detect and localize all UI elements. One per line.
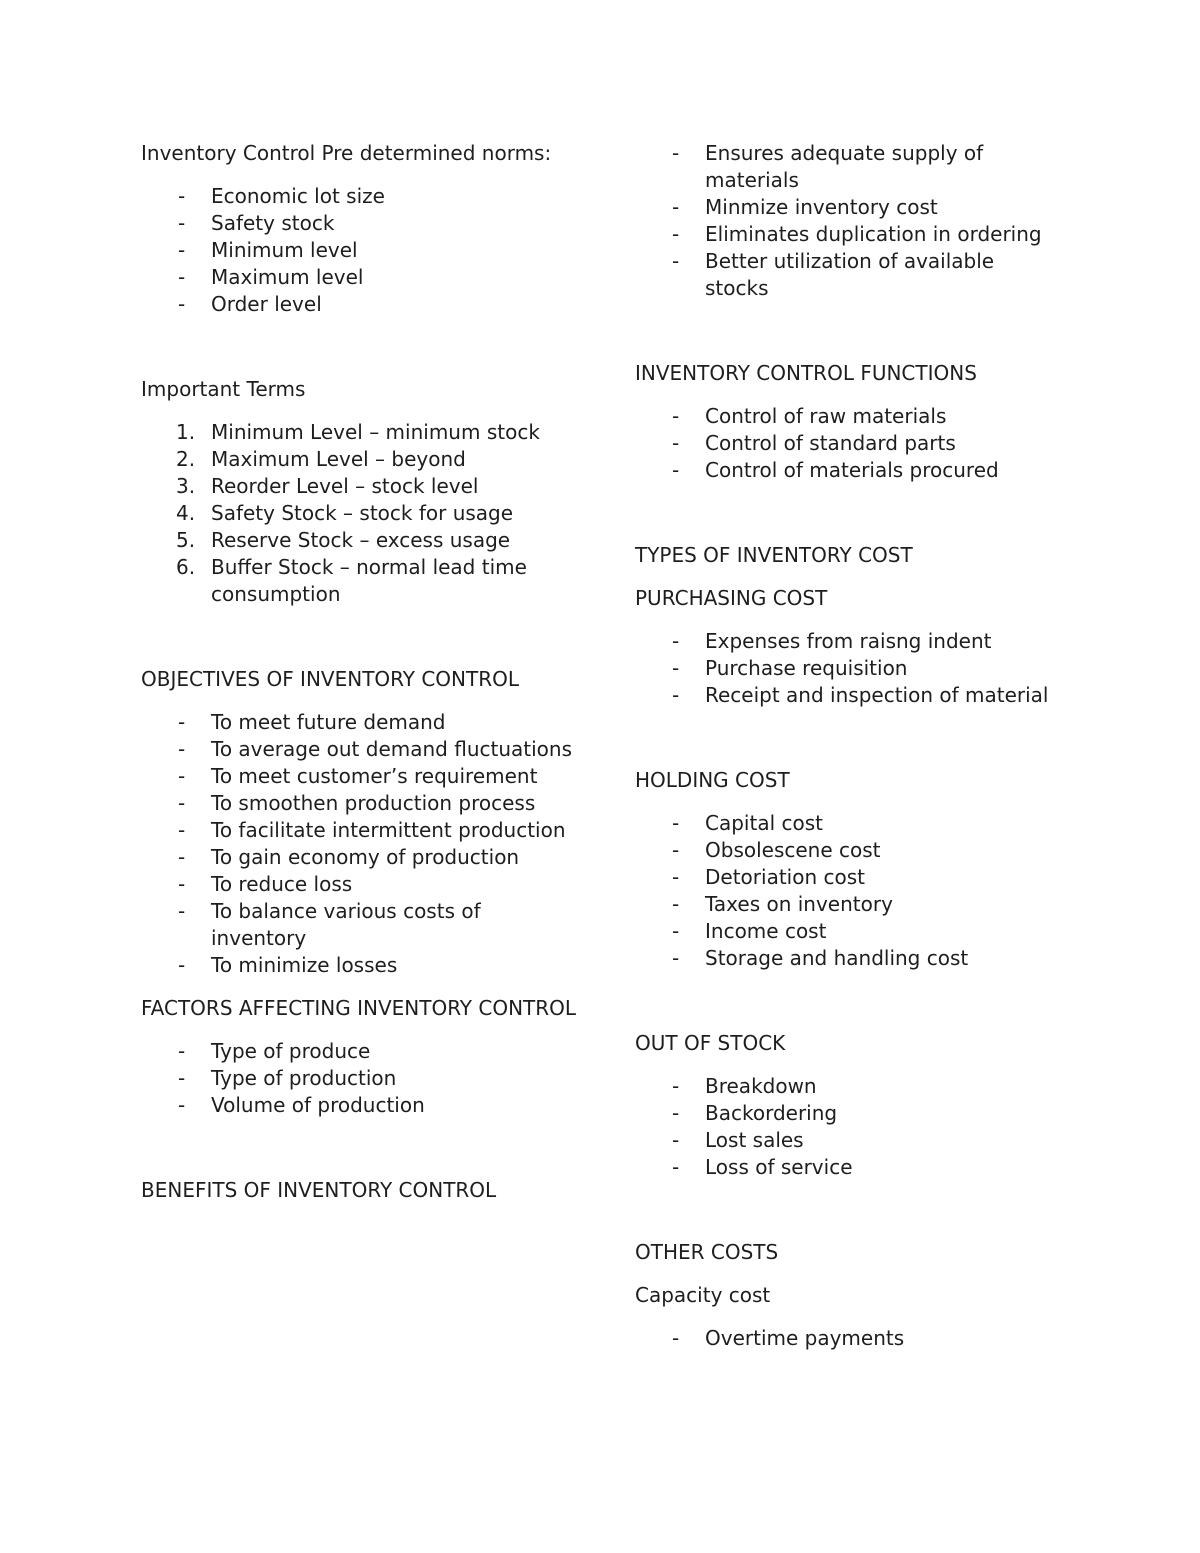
list-item: - Minmize inventory cost bbox=[635, 194, 1055, 221]
list-item: - Backordering bbox=[635, 1100, 1055, 1127]
list-number: 3. bbox=[176, 474, 196, 498]
list-number: 4. bbox=[176, 501, 196, 525]
list-item: - Control of standard parts bbox=[635, 430, 1055, 457]
list-item: - Eliminates duplication in ordering bbox=[635, 221, 1055, 248]
list-item: - To facilitate intermittent production bbox=[141, 817, 581, 844]
list-item: - To average out demand fluctuations bbox=[141, 736, 581, 763]
list-item: - Minimum level bbox=[141, 237, 581, 264]
list-item: - To minimize losses bbox=[141, 952, 581, 979]
list-item: - Type of production bbox=[141, 1065, 581, 1092]
list-item bbox=[141, 500, 581, 527]
out-of-stock-list bbox=[635, 1073, 1055, 1181]
right-column bbox=[635, 140, 1055, 1352]
list-item bbox=[141, 419, 581, 446]
list-text: Buffer Stock – normal lead time consumption bbox=[211, 555, 527, 606]
predetermined-norms-heading: Inventory Control Pre determined norms: bbox=[141, 141, 552, 165]
out-of-stock-heading: OUT OF STOCK bbox=[635, 1031, 786, 1055]
holding-cost-heading: HOLDING COST bbox=[635, 768, 790, 792]
list-item: - Capital cost bbox=[635, 810, 1055, 837]
capacity-cost-list bbox=[635, 1325, 1055, 1352]
important-terms-list bbox=[141, 419, 581, 608]
list-item: - Storage and handling cost bbox=[635, 945, 1055, 972]
list-item bbox=[141, 446, 581, 473]
holding-cost-list bbox=[635, 810, 1055, 972]
list-item: - Expenses from raisng indent bbox=[635, 628, 1055, 655]
list-item: - To meet customer’s requirement bbox=[141, 763, 581, 790]
list-item: - Maximum level bbox=[141, 264, 581, 291]
list-item: - Better utilization of available stocks bbox=[635, 248, 1055, 302]
list-item: - Type of produce bbox=[141, 1038, 581, 1065]
left-column bbox=[141, 140, 581, 1204]
list-text: Reserve Stock – excess usage bbox=[211, 528, 511, 552]
list-item: - Obsolescene cost bbox=[635, 837, 1055, 864]
list-item: - Control of raw materials bbox=[635, 403, 1055, 430]
list-text: Safety Stock – stock for usage bbox=[211, 501, 514, 525]
list-item: - To smoothen production process bbox=[141, 790, 581, 817]
list-text: Reorder Level – stock level bbox=[211, 474, 479, 498]
types-of-cost-heading: TYPES OF INVENTORY COST bbox=[635, 543, 913, 567]
benefits-heading: BENEFITS OF INVENTORY CONTROL bbox=[141, 1178, 497, 1202]
capacity-cost-heading: Capacity cost bbox=[635, 1283, 771, 1307]
list-item bbox=[141, 527, 581, 554]
list-item: - Breakdown bbox=[635, 1073, 1055, 1100]
list-item: - Detoriation cost bbox=[635, 864, 1055, 891]
list-item: - Income cost bbox=[635, 918, 1055, 945]
list-text: Maximum Level – beyond bbox=[211, 447, 466, 471]
predetermined-norms-list bbox=[141, 183, 581, 318]
list-number: 5. bbox=[176, 528, 196, 552]
benefits-list bbox=[635, 140, 1055, 302]
list-item: - Purchase requisition bbox=[635, 655, 1055, 682]
objectives-heading: OBJECTIVES OF INVENTORY CONTROL bbox=[141, 667, 520, 691]
list-item: - Loss of service bbox=[635, 1154, 1055, 1181]
list-item: - To gain economy of production bbox=[141, 844, 581, 871]
list-item: - Ensures adequate supply of materials bbox=[635, 140, 1055, 194]
objectives-list bbox=[141, 709, 581, 979]
list-number: 1. bbox=[176, 420, 196, 444]
list-item bbox=[141, 473, 581, 500]
list-item: - To balance various costs of inventory bbox=[141, 898, 581, 952]
important-terms-heading: Important Terms bbox=[141, 377, 306, 401]
list-item: - Overtime payments bbox=[635, 1325, 1055, 1352]
list-item: - Control of materials procured bbox=[635, 457, 1055, 484]
list-item: - Taxes on inventory bbox=[635, 891, 1055, 918]
list-text: Minimum Level – minimum stock bbox=[211, 420, 540, 444]
functions-list bbox=[635, 403, 1055, 484]
list-number: 6. bbox=[176, 555, 196, 579]
list-item: - To meet future demand bbox=[141, 709, 581, 736]
other-costs-heading: OTHER COSTS bbox=[635, 1240, 779, 1264]
list-item: - Lost sales bbox=[635, 1127, 1055, 1154]
list-item: - Safety stock bbox=[141, 210, 581, 237]
list-item bbox=[141, 554, 581, 608]
purchasing-cost-heading: PURCHASING COST bbox=[635, 586, 828, 610]
list-item: - Economic lot size bbox=[141, 183, 581, 210]
list-item: - To reduce loss bbox=[141, 871, 581, 898]
list-number: 2. bbox=[176, 447, 196, 471]
list-item: - Order level bbox=[141, 291, 581, 318]
functions-heading: INVENTORY CONTROL FUNCTIONS bbox=[635, 361, 977, 385]
purchasing-cost-list bbox=[635, 628, 1055, 709]
factors-list bbox=[141, 1038, 581, 1119]
list-item: - Volume of production bbox=[141, 1092, 581, 1119]
list-item: - Receipt and inspection of material bbox=[635, 682, 1055, 709]
factors-heading: FACTORS AFFECTING INVENTORY CONTROL bbox=[141, 996, 577, 1020]
